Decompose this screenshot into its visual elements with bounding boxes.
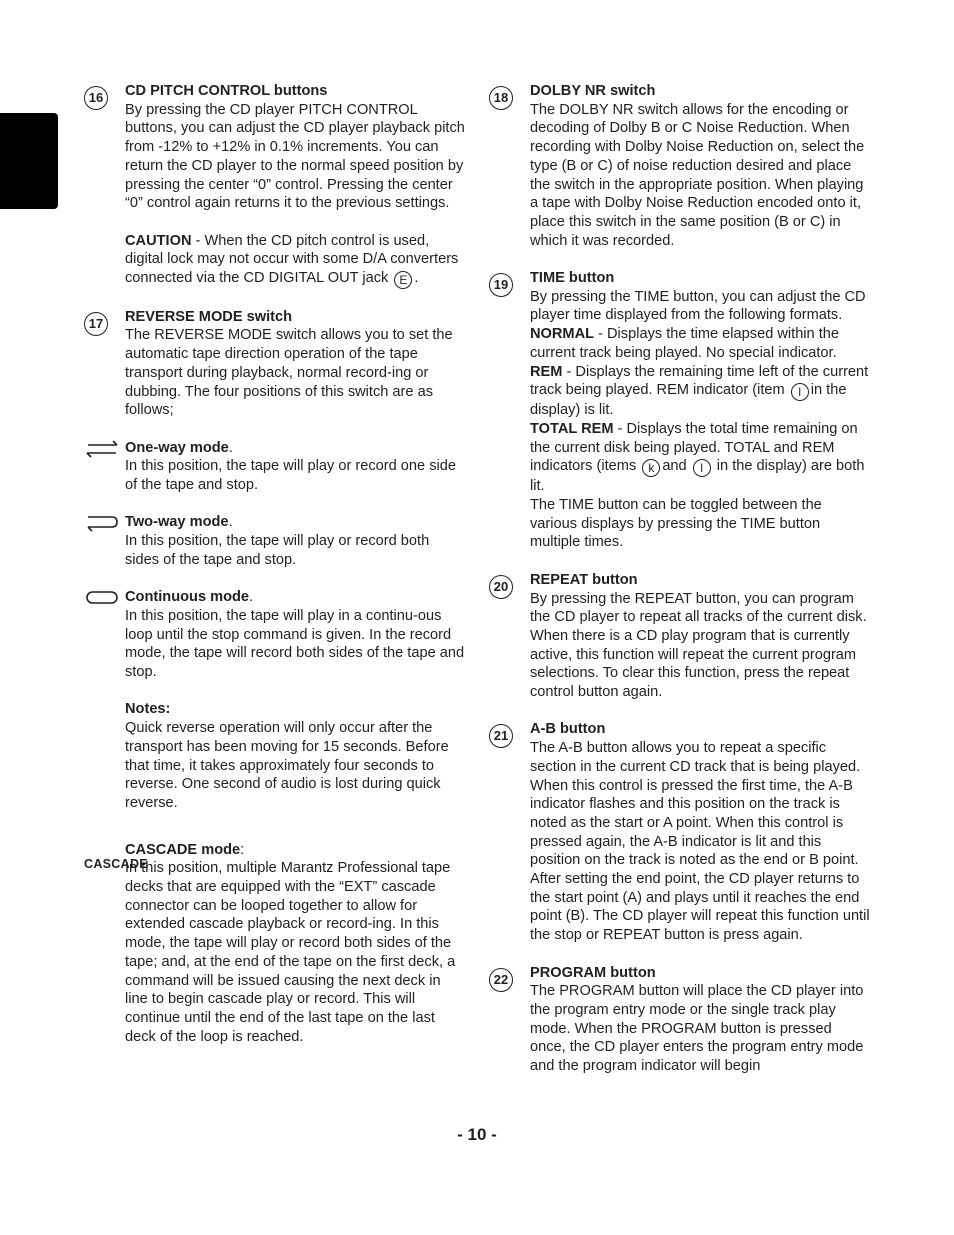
toggle-paragraph: The TIME button can be toggled between the various displays by pressing the TIME button multiple times. — [530, 497, 822, 551]
mode-body: In this position, the tape will play or record one side of the tape and stop. — [125, 458, 456, 494]
item-number-22: 22 — [489, 968, 513, 992]
section-title: PROGRAM button — [530, 964, 656, 981]
section-18 — [493, 82, 870, 250]
caution-paragraph — [125, 232, 465, 289]
section-title: A-B button — [530, 721, 606, 738]
total-rem-text: - Displays the total time remaining on the current disk being played. TOTAL and REM indicators (items — [530, 420, 858, 475]
section-title: CD PITCH CONTROL buttons — [125, 83, 328, 99]
mode-continuous — [125, 588, 465, 682]
mode-title-line — [125, 841, 465, 860]
item-number-19: 19 — [489, 273, 513, 297]
rem-end: in the display) is lit. — [530, 382, 847, 419]
item-number-16: 16 — [84, 86, 108, 110]
mode-body: In this position, the tape will play or record both sides of the tape and stop. — [125, 533, 430, 568]
mode-one-way — [125, 439, 465, 495]
mode-title-line: Two-way mode. — [125, 514, 233, 531]
total-rem-end: in the display) are both lit. — [530, 458, 865, 495]
rem-paragraph — [530, 363, 870, 420]
normal-label: NORMAL — [530, 326, 595, 343]
section-17 — [88, 308, 465, 420]
two-way-mode-icon — [85, 513, 119, 533]
item-number-21: 21 — [489, 724, 513, 748]
item-ref-k: k — [642, 459, 660, 477]
section-16 — [88, 82, 465, 289]
notes-body: Quick reverse operation will only occur after the transport has been moving for 15 seconds. Before that time, it takes approximately four seconds to reverse. One second of audio is lost during quick reverse. — [125, 720, 449, 811]
colon: : — [240, 841, 245, 858]
caution-label: CAUTION — [125, 232, 192, 249]
one-way-mode-icon — [85, 439, 119, 459]
section-title: REVERSE MODE switch — [125, 308, 293, 325]
mode-title-line: Continuous mode. — [125, 589, 254, 606]
item-number-18: 18 — [489, 86, 513, 110]
right-column — [493, 82, 870, 1076]
section-body: By pressing the CD player PITCH CONTROL buttons, you can adjust the CD player playback pitch from -12% to +12% in 0.1% increments. You can return the CD player to the normal speed position by pressing the center “0” control. Pressing the center “0” control again returns it to the previous settings. — [125, 101, 465, 212]
section-body: By pressing the TIME button, you can adjust the CD player time displayed from the following formats. — [530, 288, 866, 324]
section-body: By pressing the REPEAT button, you can program the CD player to repeat all tracks of the current disk. When there is a CD play program that is currently active, this function will repeat the current program selections. To clear this function, press the repeat control button again. — [530, 590, 867, 701]
section-body: The A-B button allows you to repeat a specific section in the current CD track that is being played. When this control is pressed the first time, the A-B indicator flashes and this position on the track is noted as the start or A point. When this control is pressed again, the A-B indicator is lit and this position on the track is noted as the end or B point. After setting the end point, the CD player returns to the start point (A) and plays until it reaches the end point (B). The CD player will repeat this function until the stop or REPEAT button is press again. — [530, 740, 870, 944]
mode-body: In this position, the tape will play in a continu-ous loop until the stop command is given. In the record mode, the tape will record both sides of the tape and stop. — [125, 607, 465, 681]
section-body: The PROGRAM button will place the CD player into the program entry mode or the single track play mode. When the PROGRAM button is pressed once, the CD player enters the program entry mode and the program indicator will begin — [530, 983, 864, 1075]
item-ref-e: E — [394, 271, 412, 289]
notes-title: Notes: — [125, 701, 171, 718]
left-column — [88, 82, 465, 1046]
normal-text: - Displays the time elapsed within the current track being played. No special indicator. — [530, 326, 840, 361]
total-rem-paragraph — [530, 420, 870, 496]
rem-text: - Displays the remaining time left of the current track being played. REM indicator (item — [530, 363, 869, 399]
mode-title: One-way mode — [125, 439, 229, 456]
section-body: The DOLBY NR switch allows for the encoding or decoding of Dolby B or C Noise Reduction. When recording with Dolby Noise Reduction on, select the type (B or C) of noise reduction desired and place the switch in the appropriate position. When playing a tape with Dolby Noise Reduction encoded onto it, place this switch in the same position (B or C) in which it was recorded. — [530, 101, 865, 249]
mode-title: Continuous mode — [125, 589, 250, 606]
rem-label: REM — [530, 363, 563, 380]
caution-text: - When the CD pitch control is used, digital lock may not occur with some D/A converters connected via the CD DIGITAL OUT jack — [125, 232, 459, 287]
section-19 — [493, 269, 870, 552]
section-20 — [493, 571, 870, 702]
section-title: TIME button — [530, 270, 615, 287]
total-rem-label: TOTAL REM — [530, 420, 614, 437]
cascade-mode — [125, 841, 465, 1047]
mode-two-way — [125, 513, 465, 569]
mode-body: In this position, multiple Marantz Professional tape decks that are equipped with the “EXT” cascade connector can be looped together to allow for extended cascade playback or record-ing. In this mode, the tape will play or record both sides of the tape; and, at the end of the tape on the first deck, a command will be issued causing the next deck in line to begin cascade play or record. This will continue until the end of the last tape on the last deck of the loop is reached. — [125, 860, 456, 1045]
continuous-mode-icon — [85, 588, 119, 608]
normal-paragraph — [530, 325, 870, 362]
caution-period: . — [414, 270, 419, 287]
section-22 — [493, 964, 870, 1076]
section-21 — [493, 720, 870, 944]
mode-title-line: One-way mode. — [125, 439, 233, 456]
total-rem-and: and — [662, 458, 687, 475]
section-title: REPEAT button — [530, 571, 638, 588]
item-ref-l: l — [693, 459, 711, 477]
cascade-icon-label: CASCADE — [84, 857, 148, 871]
item-number-17: 17 — [84, 312, 108, 336]
page-number: - 10 - — [457, 1125, 497, 1144]
item-number-20: 20 — [489, 575, 513, 599]
section-title: DOLBY NR switch — [530, 83, 656, 99]
chapter-tab — [0, 113, 58, 209]
item-ref-l: l — [791, 383, 809, 401]
notes — [125, 700, 465, 812]
section-body: The REVERSE MODE switch allows you to set the automatic tape direction operation of the tape transport during playback, normal record-ing or dubbing. The four positions of this switch are as follows; — [125, 327, 453, 419]
mode-title: CASCADE mode — [125, 841, 241, 858]
mode-title: Two-way mode — [125, 514, 229, 531]
